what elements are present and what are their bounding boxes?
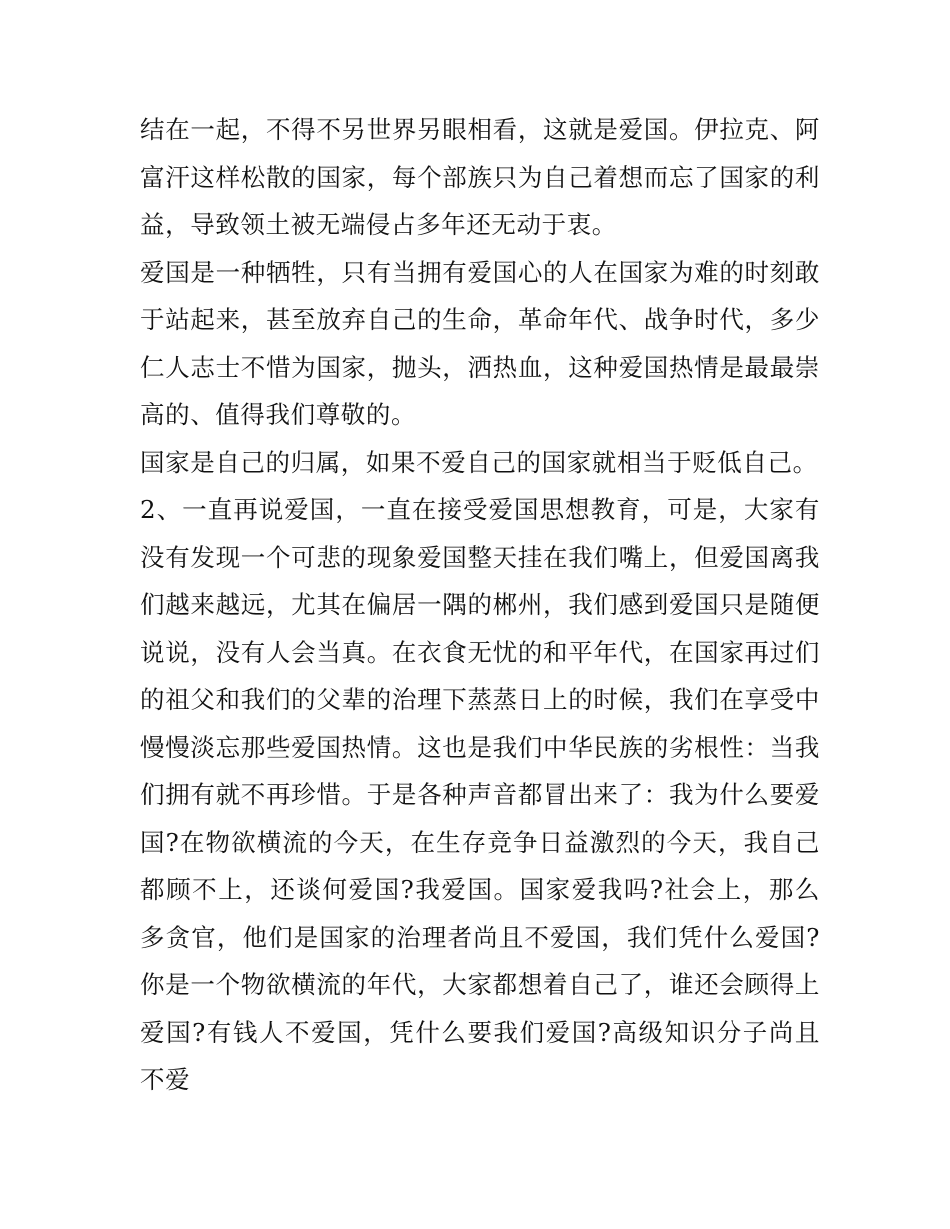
paragraph-2: 爱国是一种牺牲，只有当拥有爱国心的人在国家为难的时刻敢于站起来，甚至放弃自己的生命，革命年代、战争时代，多少仁人志士不惜为国家，抛头，洒热血，这种爱国热情是最最崇高的、值得我们尊敬的。: [140, 257, 820, 429]
document-body: [140, 106, 820, 1104]
paragraph-3: 国家是自己的归属，如果不爱自己的国家就相当于贬低自己。: [140, 447, 818, 477]
paragraph-4: 2、一直再说爱国，一直在接受爱国思想教育，可是，大家有没有发现一个可悲的现象爱国整天挂在我们嘴上，但爱国离我们越来越远，尤其在偏居一隅的郴州，我们感到爱国只是随便说说，没有人会当真。在衣食无忧的和平年代，在国家再过们的祖父和我们的父辈的治理下蒸蒸日上的时候，我们在享受中慢慢淡忘那些爱国热情。这也是我们中华民族的劣根性：当我们拥有就不再珍惜。于是各种声音都冒出来了：我为什么要爱国?在物欲横流的今天，在生存竞争日益激烈的今天，我自己都顾不上，还谈何爱国?我爱国。国家爱我吗?社会上，那么多贪官，他们是国家的治理者尚且不爱国，我们凭什么爱国?你是一个物欲横流的年代，大家都想着自己了，谁还会顾得上爱国?有钱人不爱国，凭什么要我们爱国?高级知识分子尚且不爱: [140, 495, 820, 1094]
paragraph-1: 结在一起，不得不另世界另眼相看，这就是爱国。伊拉克、阿富汗这样松散的国家，每个部族只为自己着想而忘了国家的利益，导致领土被无端侵占多年还无动于衷。: [140, 115, 820, 239]
